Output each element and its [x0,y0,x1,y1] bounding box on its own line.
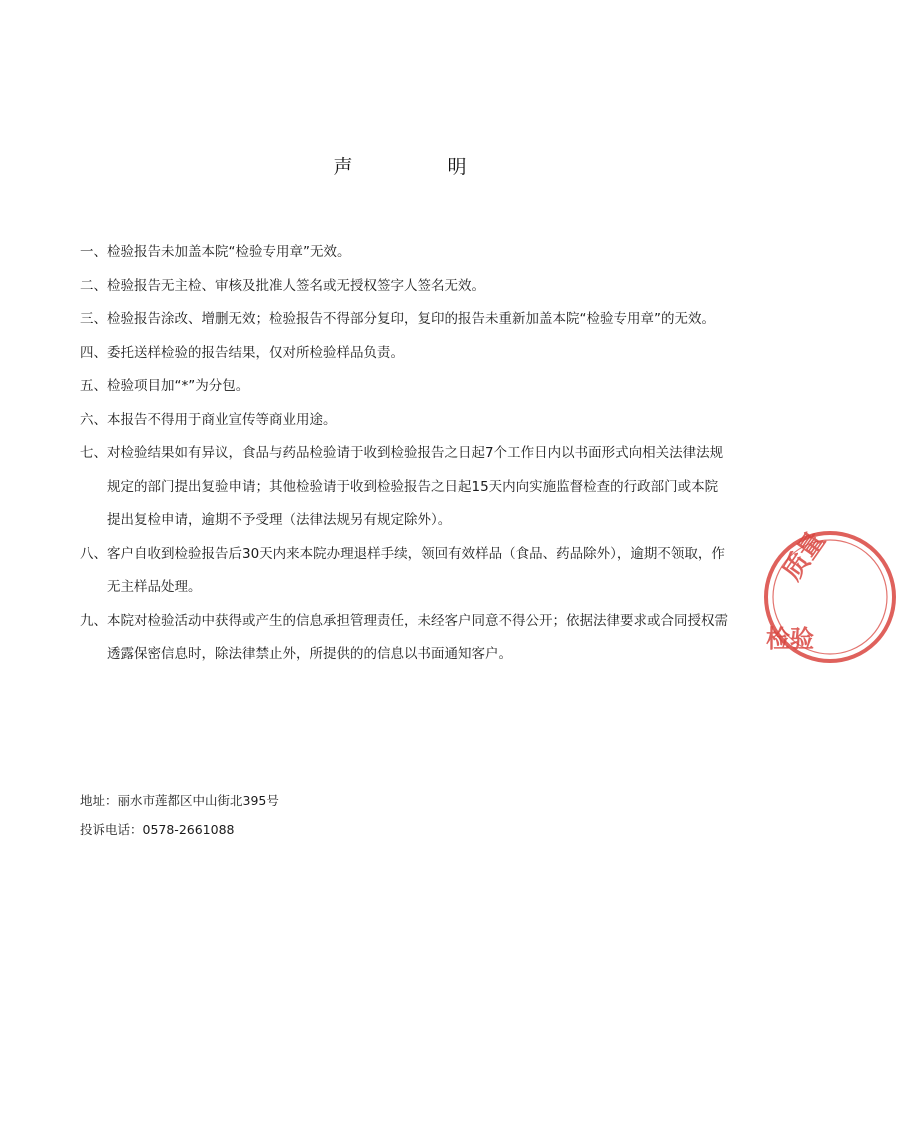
declaration-clauses [80,236,730,672]
clause-text: 检验项目加“*”为分包。 [107,378,250,394]
clause-1 [80,236,730,270]
complaint-phone: 投诉电话：0578-2661088 [80,822,235,837]
clause-number: 五、 [80,378,107,394]
clause-2 [80,270,730,304]
clause-4 [80,337,730,371]
clause-3 [80,303,730,337]
seal-text-top: 质量 [777,526,832,587]
clause-number: 一、 [80,244,107,260]
clause-number: 四、 [80,344,107,361]
clause-text: 本报告不得用于商业宣传等商业用途。 [107,411,337,428]
clause-6 [80,404,730,438]
clause-number: 七、 [80,445,107,461]
clause-text: 检验报告未加盖本院“检验专用章”无效。 [107,244,351,260]
clause-number: 六、 [80,411,107,428]
clause-text: 委托送样检验的报告结果，仅对所检验样品负责。 [107,344,404,361]
clause-text: 对检验结果如有异议，食品与药品检验请于收到检验报告之日起7个工作日内以书面形式向相关法律法规规定的部门提出复验申请；其他检验请于收到检验报告之日起15天内向实施监督检查的行政部门或本院提出复检申请，逾期不予受理（法律法规另有规定除外）。 [107,445,724,528]
seal-text-bottom: 检验 [766,625,814,653]
clause-8 [80,538,730,605]
clause-9 [80,605,730,672]
official-seal-stamp [760,527,900,667]
clause-number: 二、 [80,277,107,294]
clause-text: 本院对检验活动中获得或产生的信息承担管理责任，未经客户同意不得公开；依据法律要求或合同授权需透露保密信息时，除法律禁止外，所提供的的信息以书面通知客户。 [107,612,728,662]
clause-text: 检验报告无主检、审核及批准人签名或无授权签字人签名无效。 [107,277,485,294]
clause-5 [80,370,730,404]
clause-text: 检验报告涂改、增删无效；检验报告不得部分复印，复印的报告未重新加盖本院“检验专用章”的无效。 [107,311,715,327]
contact-address: 地址：丽水市莲都区中山街北395号 [80,793,279,808]
page-title: 声 明 [333,156,505,178]
clause-number: 九、 [80,612,107,629]
clause-number: 三、 [80,311,107,327]
clause-number: 八、 [80,545,107,562]
clause-text: 客户自收到检验报告后30天内来本院办理退样手续，领回有效样品（食品、药品除外），逾期不领取，作无主样品处理。 [107,545,725,595]
clause-7 [80,437,730,538]
